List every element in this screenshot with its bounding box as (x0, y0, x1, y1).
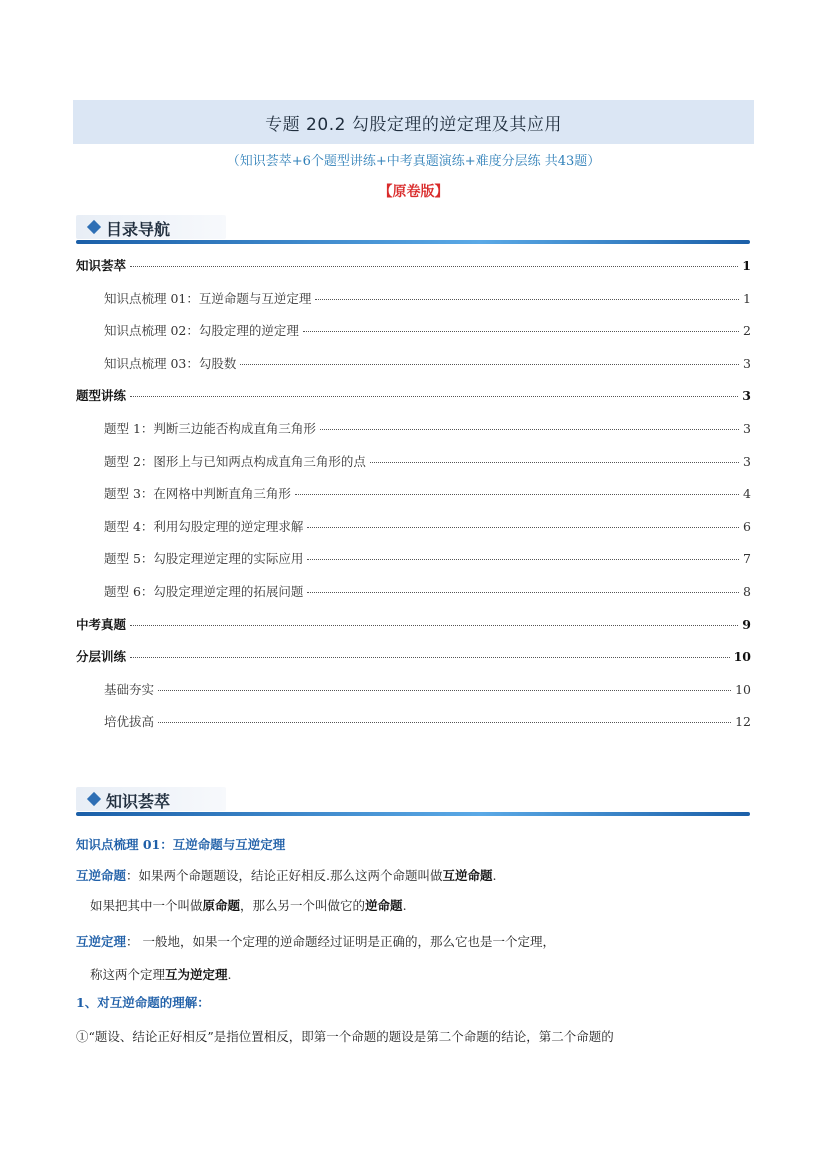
toc-page-number: 3 (743, 355, 751, 371)
title-bar (73, 100, 754, 144)
toc-entry-title: 中考真题 (76, 616, 127, 632)
toc-entry-title: 题型 4：利用勾股定理的逆定理求解 (104, 518, 304, 534)
toc-entry[interactable] (76, 549, 751, 582)
toc-leader-dots (130, 396, 738, 397)
toc-leader-dots (320, 429, 739, 430)
term: 原命题 (202, 898, 241, 913)
toc-leader-dots (307, 592, 739, 593)
toc-section-header (76, 215, 750, 245)
toc-page-number: 9 (742, 616, 751, 632)
toc-entry-title: 题型 6：勾股定理逆定理的拓展问题 (104, 583, 304, 599)
toc-entry[interactable] (76, 452, 751, 485)
section-divider (76, 812, 750, 816)
toc-leader-dots (158, 690, 731, 691)
toc-entry-title: 题型 3：在网格中判断直角三角形 (104, 486, 291, 502)
toc-leader-dots (370, 462, 739, 463)
toc-page-number: 7 (743, 551, 751, 567)
toc-entry[interactable] (76, 354, 751, 387)
toc-leader-dots (130, 625, 738, 626)
toc-section-label: 目录导航 (106, 220, 171, 239)
text: 如果把其中一个叫做 (90, 898, 203, 913)
paragraph-2 (90, 896, 770, 914)
text: . (227, 967, 232, 982)
toc-entry-title: 题型 1：判断三边能否构成直角三角形 (104, 420, 316, 436)
toc-entry[interactable] (76, 419, 751, 452)
toc-leader-dots (130, 266, 738, 267)
term-label: 互逆定理 (76, 934, 127, 949)
toc-page-number: 3 (743, 420, 751, 436)
toc-page-number: 8 (743, 583, 751, 599)
term-label: 互逆命题 (76, 868, 127, 883)
toc-entry-title: 知识点梳理 01：互逆命题与互逆定理 (104, 290, 312, 306)
toc-entry[interactable] (76, 647, 751, 680)
subsection-title: 1、对互逆命题的理解： (76, 995, 210, 1010)
text: ：如果两个命题题设，结论正好相反.那么这两个命题叫做 (126, 868, 443, 883)
toc-page-number: 1 (742, 258, 751, 273)
page-subtitle: （知识荟萃+6个题型讲练+中考真题演练+难度分层练 共43题） (226, 154, 601, 169)
paragraph-5: ①“题设、结论正好相反”是指位置相反，即第一个命题的题设是第二个命题的结论，第二个命题的 (76, 1029, 614, 1044)
toc-page-number: 4 (743, 486, 751, 502)
toc-leader-dots (158, 722, 731, 723)
toc-page-number: 3 (743, 453, 751, 469)
toc-entry-title: 分层训练 (76, 649, 127, 665)
toc-page-number: 6 (743, 518, 751, 534)
text: . (492, 868, 497, 883)
term: 逆命题 (365, 898, 403, 913)
text: ，那么另一个叫做它的 (240, 898, 366, 913)
toc-leader-dots (307, 559, 739, 560)
text: ： 一般地，如果一个定理的逆命题经过证明是正确的，那么它也是一个定理， (126, 934, 555, 949)
paragraph-3 (76, 932, 756, 950)
toc-page-number: 10 (735, 681, 751, 697)
toc-entry[interactable] (76, 386, 751, 419)
toc-leader-dots (295, 494, 739, 495)
section-divider (76, 240, 750, 244)
toc-page-number: 1 (743, 290, 751, 306)
toc-entry-title: 题型讲练 (76, 388, 127, 404)
toc-entry[interactable] (76, 712, 751, 745)
toc-leader-dots (315, 299, 739, 300)
toc-entry-title: 知识点梳理 03：勾股数 (104, 355, 237, 371)
toc-leader-dots (307, 527, 739, 528)
toc-entry[interactable] (76, 321, 751, 354)
toc-leader-dots (303, 331, 739, 332)
term: 互逆命题 (442, 868, 493, 883)
paragraph-4 (90, 965, 770, 983)
toc-entry-title: 培优拔高 (104, 714, 155, 730)
toc-entry[interactable] (76, 484, 751, 517)
toc-entry-title: 题型 5：勾股定理逆定理的实际应用 (104, 551, 304, 567)
toc-entry[interactable] (76, 289, 751, 322)
toc-entry[interactable] (76, 680, 751, 713)
text: 称这两个定理 (90, 967, 166, 982)
toc-entry[interactable] (76, 582, 751, 615)
knowledge-section-header (76, 787, 750, 817)
toc-leader-dots (240, 364, 739, 365)
toc-page-number: 10 (733, 649, 751, 665)
toc-entry[interactable] (76, 615, 751, 648)
toc-page-number: 2 (743, 323, 751, 339)
toc-entry-title: 基础夯实 (104, 681, 155, 697)
toc-entry[interactable] (76, 517, 751, 550)
edition-label: 【原卷版】 (378, 184, 449, 200)
knowledge-section-label: 知识荟萃 (106, 792, 171, 811)
toc-entry-title: 知识点梳理 02：勾股定理的逆定理 (104, 323, 299, 339)
toc-entry[interactable] (76, 256, 751, 289)
page-title: 专题 20.2 勾股定理的逆定理及其应用 (265, 114, 562, 135)
toc-page-number: 12 (735, 714, 751, 730)
toc-page-number: 3 (742, 388, 751, 404)
point-title: 知识点梳理 01：互逆命题与互逆定理 (76, 837, 286, 852)
toc-entry-title: 题型 2：图形上与已知两点构成直角三角形的点 (104, 453, 366, 469)
text: . (402, 898, 407, 913)
toc-leader-dots (130, 657, 730, 658)
toc-entry-title: 知识荟萃 (76, 258, 127, 273)
paragraph-1 (76, 866, 756, 884)
table-of-contents (76, 256, 751, 745)
term: 互为逆定理 (165, 967, 228, 982)
